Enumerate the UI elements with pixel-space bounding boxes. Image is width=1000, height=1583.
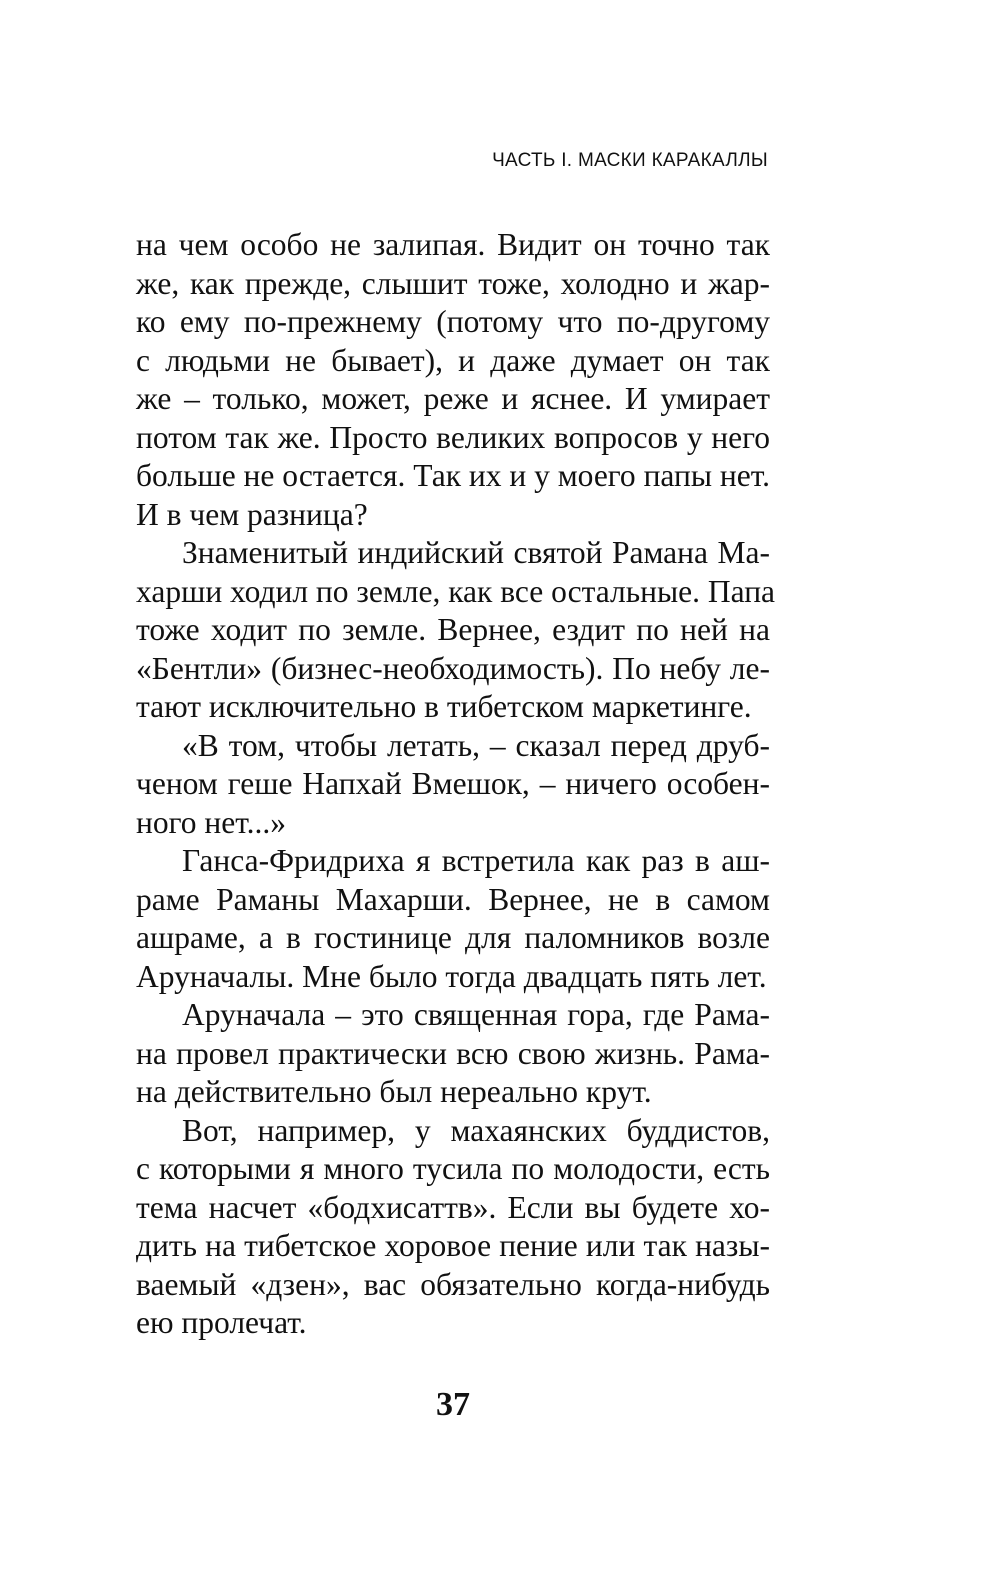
text-line: ко ему по-прежнему (потому что по-другому	[136, 304, 770, 339]
text-line: больше не остается. Так их и у моего папы нет.	[136, 458, 770, 493]
text-line: на действительно был нереально крут.	[136, 1074, 652, 1109]
text-line: Аруначалы. Мне было тогда двадцать пять лет.	[136, 958, 767, 994]
text-line: дить на тибетское хоровое пение или так назы-	[136, 1228, 770, 1263]
text-line: Знаменитый индийский святой Рамана Ма-	[182, 535, 770, 570]
text-line: на провел практически всю свою жизнь. Рама-	[136, 1035, 770, 1071]
text-line: потом так же. Просто великих вопросов у него	[136, 419, 770, 455]
text-line: ашраме, а в гостинице для паломников возле	[136, 920, 770, 955]
body-text	[136, 226, 776, 1343]
text-line: тают исключительно в тибетском маркетинге.	[136, 689, 752, 724]
text-line: «В том, чтобы летать, – сказал перед друб-	[182, 727, 770, 763]
running-header: ЧАСТЬ I. МАСКИ КАРАКАЛЛЫ	[492, 150, 768, 171]
text-line: с людьми не бывает), и даже думает он так	[136, 342, 770, 378]
text-line: тоже ходит по земле. Вернее, ездит по ней на	[136, 612, 770, 647]
text-line: Аруначала – это священная гора, где Рама-	[182, 997, 770, 1032]
text-line: ченом геше Напхай Вмешок, – ничего особен-	[136, 766, 770, 801]
text-line: харши ходил по земле, как все остальные. Папа	[136, 573, 776, 609]
text-line: ного нет...»	[136, 804, 286, 840]
text-line: ею пролечат.	[136, 1305, 307, 1340]
text-line: раме Раманы Махарши. Вернее, не в самом	[136, 881, 770, 917]
text-line: с которыми я много тусила по молодости, есть	[136, 1151, 770, 1186]
text-line: же, как прежде, слышит тоже, холодно и жар-	[136, 265, 770, 301]
text-line: тема насчет «бодхисаттв». Если вы будете хо-	[136, 1189, 770, 1225]
text-line: на чем особо не залипая. Видит он точно так	[136, 227, 770, 262]
text-line: Ганса-Фридриха я встретила как раз в аш-	[182, 843, 770, 878]
text-line: Вот, например, у махаянских буддистов,	[182, 1112, 770, 1148]
text-line: ваемый «дзен», вас обязательно когда-нибудь	[136, 1266, 770, 1302]
text-line: же – только, может, реже и яснее. И умирает	[136, 381, 770, 416]
text-line: «Бентли» (бизнес-необходимость). По небу ле-	[136, 650, 770, 686]
page-number: 37	[436, 1386, 470, 1423]
text-line: И в чем разница?	[136, 496, 368, 532]
